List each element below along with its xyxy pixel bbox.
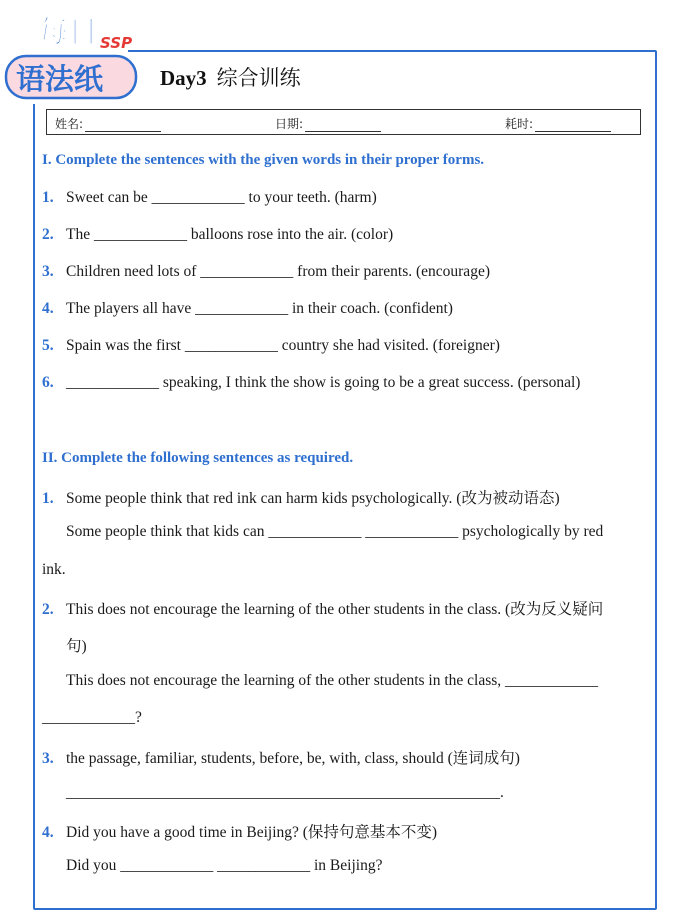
list-item: 2. This does not encourage the learning of the other students in the class. (改为反义疑问 [42,601,604,618]
name-field[interactable] [55,115,161,132]
date-field[interactable] [275,115,381,132]
name-label: 姓名: [55,117,84,131]
logo-top-text: 每日 [38,15,98,50]
section2-title: II. Complete the following sentences as required. [42,450,354,466]
day-label: Day3 [160,66,207,90]
list-item: 6. ____________ speaking, I think the show is going to be a great success. (personal) [42,374,581,391]
info-bar [46,109,641,135]
answer-line: This does not encourage the learning of the other students in the class, ____________ [66,672,599,689]
logo-badge: SSP [100,34,133,52]
answer-line: Did you ____________ ____________ in Beijing? [66,857,383,874]
question-continuation: 句) [66,638,87,655]
title-label: 综合训练 [216,66,301,90]
list-item: 4. Did you have a good time in Beijing? (保持句意基本不变) [42,824,438,841]
answer-line: Some people think that kids can ____________ ____________ psychologically by red [66,523,604,540]
list-item: 4. The players all have ____________ in their coach. (confident) [42,300,453,317]
logo [0,0,150,110]
section1-title: I. Complete the sentences with the given words in their proper forms. [42,152,485,168]
answer-line: ________________________________________________________. [66,784,504,801]
answer-line: ink. [42,561,66,578]
date-label: 日期: [275,117,304,131]
list-item: 2. The ____________ balloons rose into the air. (color) [42,226,394,243]
page-frame [33,50,657,910]
list-item: 1. Some people think that red ink can harm kids psychologically. (改为被动语态) [42,490,560,507]
page-title [160,62,301,92]
time-label: 耗时: [505,117,534,131]
list-item: 3. Children need lots of ____________ from their parents. (encourage) [42,263,490,280]
time-field[interactable] [505,115,611,132]
logo-bottom-text: 语法纸 [16,62,104,96]
answer-line: ____________? [42,709,142,726]
list-item: 5. Spain was the first ____________ country she had visited. (foreigner) [42,337,500,354]
list-item: 3. the passage, familiar, students, before, be, with, class, should (连词成句) [42,750,520,767]
list-item: 1. Sweet can be ____________ to your teeth. (harm) [42,189,377,206]
